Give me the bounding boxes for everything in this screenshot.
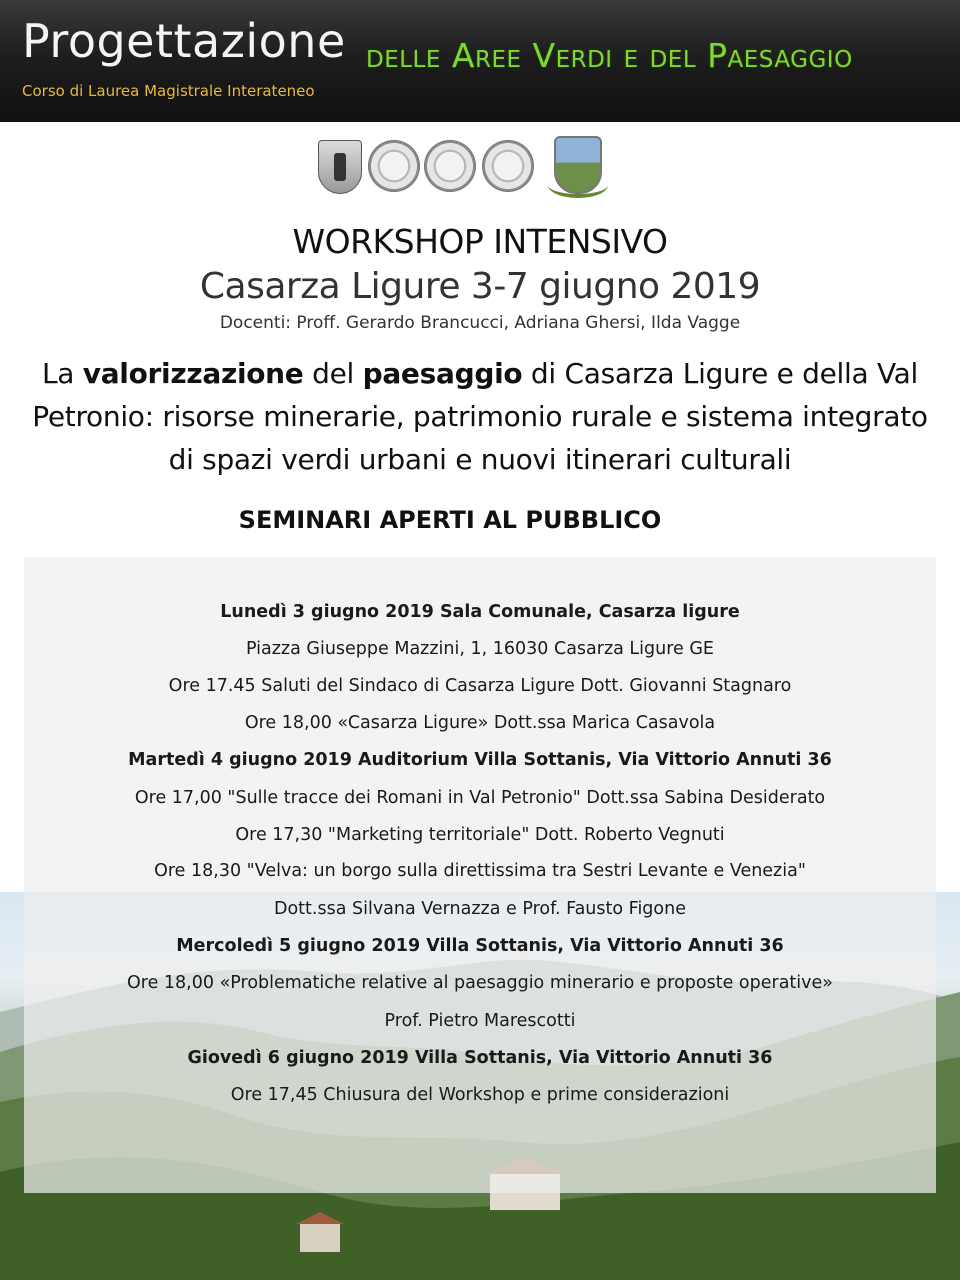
program-day-heading: Lunedì 3 giugno 2019 Sala Comunale, Casarza ligure: [220, 602, 740, 622]
program-line: Ore 18,30 "Velva: un borgo sulla direttissima tra Sestri Levante e Venezia": [154, 861, 806, 881]
university-shield-icon: [318, 140, 362, 194]
program-line: Ore 17,00 "Sulle tracce dei Romani in Val Petronio" Dott.ssa Sabina Desiderato: [134, 788, 826, 808]
event-teachers: Docenti: Proff. Gerardo Brancucci, Adriana Ghersi, Ilda Vagge: [219, 313, 741, 333]
program-line: Dott.ssa Silvana Vernazza e Prof. Fausto Figone: [274, 899, 686, 919]
university-seal-icon: [424, 140, 476, 192]
program-line: Ore 17,30 "Marketing territoriale" Dott. Roberto Vegnuti: [235, 825, 725, 845]
logo-row: [316, 134, 616, 200]
program-day-heading: Mercoledì 5 giugno 2019 Villa Sottanis, Via Vittorio Annuti 36: [176, 936, 784, 956]
theme-bold-text: paesaggio: [362, 357, 523, 390]
theme-text: di Casarza Ligure e della Val Petronio: risorse minerarie, patrimonio rurale e sistema integrato di spazi verdi urbani e nuovi itinerari culturali: [32, 357, 928, 476]
event-place-date: Casarza Ligure 3-7 giugno 2019: [199, 266, 761, 307]
municipality-crest-icon: [554, 136, 602, 194]
banner-brand: Progettazione: [22, 14, 346, 68]
theme-bold-text: valorizzazione: [82, 357, 304, 390]
theme-text: La: [42, 357, 83, 390]
program-line: Ore 17.45 Saluti del Sindaco di Casarza Ligure Dott. Giovanni Stagnaro: [168, 676, 792, 696]
program-line: Ore 18,00 «Problematiche relative al paesaggio minerario e proposte operative»: [127, 973, 833, 993]
program-day-heading: Martedì 4 giugno 2019 Auditorium Villa Sottanis, Via Vittorio Annuti 36: [128, 750, 832, 770]
event-title: WORKSHOP INTENSIVO: [292, 222, 668, 261]
banner-subtitle: Corso di Laurea Magistrale Interateneo: [22, 82, 315, 100]
theme-text: del: [303, 357, 363, 390]
program-line: Ore 18,00 «Casarza Ligure» Dott.ssa Marica Casavola: [244, 713, 716, 733]
workshop-theme: [30, 352, 930, 481]
program-line: Ore 17,45 Chiusura del Workshop e prime considerazioni: [230, 1085, 730, 1105]
seminars-heading: SEMINARI APERTI AL PUBBLICO: [238, 506, 662, 534]
header-banner: [0, 0, 960, 122]
university-seal-icon: [368, 140, 420, 192]
program-line: Piazza Giuseppe Mazzini, 1, 16030 Casarza Ligure GE: [245, 639, 714, 659]
university-seal-icon: [482, 140, 534, 192]
program-line: Prof. Pietro Marescotti: [384, 1011, 576, 1031]
banner-tagline: delle Aree Verdi e del Paesaggio: [366, 36, 853, 75]
seminar-program: [24, 557, 936, 1193]
program-day-heading: Giovedì 6 giugno 2019 Villa Sottanis, Via Vittorio Annuti 36: [187, 1048, 773, 1068]
